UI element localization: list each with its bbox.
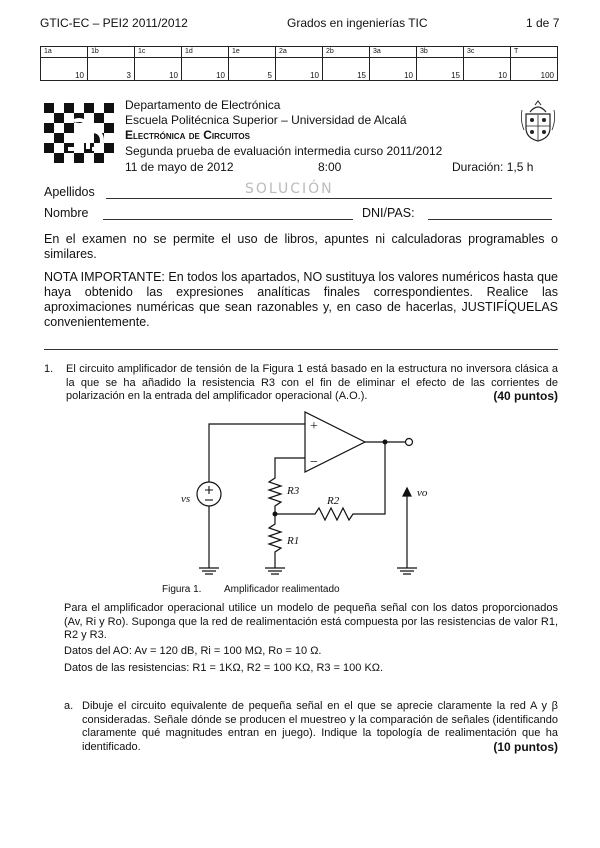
grade-label-10: T [511,47,558,58]
page-number: 1 de 7 [526,16,560,30]
name-label: Nombre [44,206,89,220]
question1-number: 1. [44,363,54,375]
exam-title: Segunda prueba de evaluación intermedia curso 2011/2012 [125,144,443,158]
grade-points-4[interactable]: 5 [229,58,276,81]
figure-caption: Figura 1. [162,584,202,595]
surname-value: SOLUCIÓN [245,181,334,197]
question1-body: El circuito amplificador de tensión de la Figura 1 está basado en la estructura no inversora clásica a la que se ha añadido la resistencia R3 con el fin de eliminar el efecto de las corrientes de polarización en la entrada del amplificador operacional (A.O.). [66,363,558,402]
plus-sign: + [310,419,318,434]
grade-points-7[interactable]: 10 [370,58,417,81]
grade-label-8: 3b [417,47,464,58]
question1-text [66,363,558,404]
id-label: DNI/PAS: [362,206,415,220]
part-a-text: Dibuje el circuito equivalente de pequeña señal en el que se aprecie claramente la red A y β consideradas. Señale dónde se producen el muestreo y la comparación de señales (identificando claramente qué magnitudes entran en juego). Indique la topología de realimentación que ha identificado. [82,700,558,753]
grade-points-0[interactable]: 10 [41,58,88,81]
exam-rule: En el examen no se permite el uso de libros, apuntes ni calculadoras programables o similares. [44,232,558,261]
grade-points-9[interactable]: 10 [464,58,511,81]
department: Departamento de Electrónica [125,98,281,112]
grade-points-10[interactable]: 100 [511,58,558,81]
grade-label-3: 1d [182,47,229,58]
important-note: NOTA IMPORTANTE: En todos los apartados, NO sustituya los valores numéricos hasta que haya obtenido las expresiones analíticas finales correspondientes. Realice las aproximaciones numéricas que sean razonables y, en caso de hacerlas, JUSTIFÍQUELAS convenientemente. [44,270,558,329]
header-center: Grados en ingenierías TIC [287,16,428,30]
crest-icon [518,100,558,142]
circuit-figure [181,408,445,580]
r3-label: R3 [287,485,300,497]
grade-label-2: 1c [135,47,182,58]
r2-label: R2 [327,495,340,507]
exam-duration: Duración: 1,5 h [452,160,534,174]
vo-label: vo [417,487,428,499]
vs-label: vs [181,493,191,505]
grade-label-0: 1a [41,47,88,58]
ao-data: Datos del AO: Av = 120 dB, Ri = 100 MΩ, Ro = 10 Ω. [64,645,322,657]
name-field[interactable] [103,219,353,220]
minus-sign: − [310,455,318,470]
school: Escuela Politécnica Superior – Universidad de Alcalá [125,113,407,127]
grade-points-8[interactable]: 15 [417,58,464,81]
university-logo [44,103,116,165]
resistor-data: Datos de las resistencias: R1 = 1KΩ, R2 = 100 KΩ, R3 = 100 KΩ. [64,662,384,674]
grade-label-7: 3a [370,47,417,58]
part-a [82,700,558,754]
surname-field[interactable] [106,198,552,199]
part-a-points: (10 puntos) [493,739,558,754]
header-left: GTIC-EC – PEI2 2011/2012 [40,16,188,30]
grade-label-6: 2b [323,47,370,58]
id-field[interactable] [428,219,552,220]
figure-title: Amplificador realimentado [224,584,340,595]
grade-points-1[interactable]: 3 [88,58,135,81]
grade-points-5[interactable]: 10 [276,58,323,81]
exam-time: 8:00 [318,160,342,174]
grade-label-5: 2a [276,47,323,58]
exam-date: 11 de mayo de 2012 [125,160,234,174]
r3-resistor [269,472,281,514]
grade-points-3[interactable]: 10 [182,58,229,81]
grade-label-4: 1e [229,47,276,58]
grade-points-6[interactable]: 15 [323,58,370,81]
part-a-label: a. [64,700,74,712]
r1-resistor [269,514,281,568]
grade-points-2[interactable]: 10 [135,58,182,81]
surname-label: Apellidos [44,185,95,199]
divider [44,349,558,350]
grade-label-1: 1b [88,47,135,58]
model-text: Para el amplificador operacional utilice un modelo de pequeña señal con los datos proporcionados (Av, Ri y Ro). Suponga que la red de realimentación está compuesta por las resistencias de valor R1, R2 y R3. [64,602,558,641]
course-title: Electrónica de Circuitos [125,128,250,142]
grade-table [40,46,558,81]
r1-label: R1 [287,535,300,547]
grade-label-9: 3c [464,47,511,58]
question1-points: (40 puntos) [493,389,558,403]
